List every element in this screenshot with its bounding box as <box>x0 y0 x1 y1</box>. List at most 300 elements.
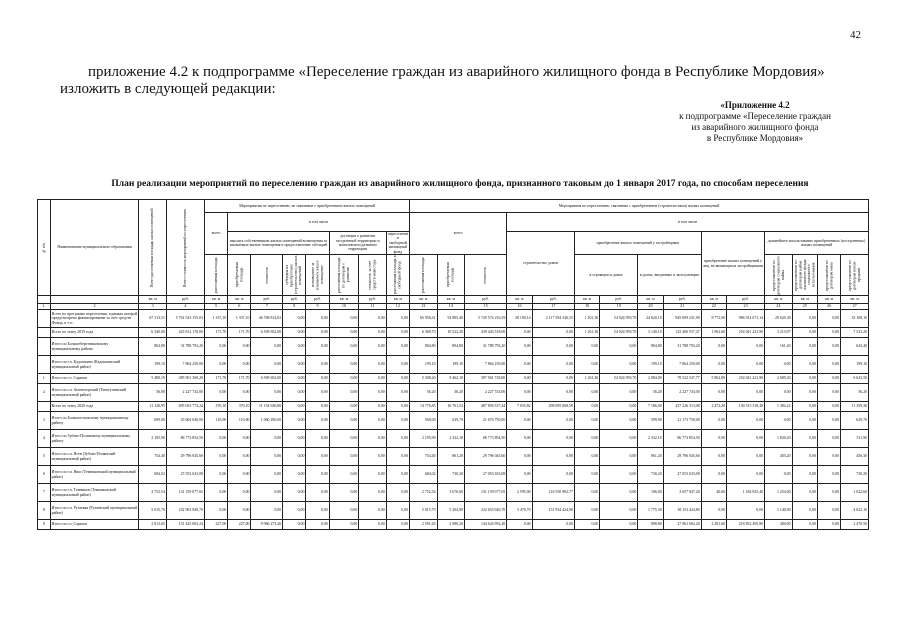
table-cell: 0,00 <box>574 338 599 356</box>
table-cell: 0,00 <box>701 356 726 374</box>
table-cell: 0,00 <box>359 338 386 356</box>
table-cell: 0,00 <box>306 448 329 466</box>
table-cell: 0,00 <box>574 430 599 448</box>
table-cell: 0,00 <box>251 448 283 466</box>
unit-cell: кв. м <box>386 296 409 304</box>
unit-cell <box>38 296 51 304</box>
unit-cell: кв. м <box>817 296 840 304</box>
table-cell: 0,00 <box>204 466 227 484</box>
appendix-line: в Республике Мордовия» <box>706 133 804 143</box>
table-cell: 861,20 <box>638 448 663 466</box>
row-municipality: Всего по этапу 2019 года <box>50 328 139 338</box>
column-number: 24 <box>765 304 792 310</box>
table-cell: 2 195,90 <box>139 430 166 448</box>
table-cell: 0,00 <box>251 484 283 502</box>
appendix-line: из аварийного жилищного фонда <box>691 122 819 132</box>
table-cell: 28 190,14 <box>507 310 532 328</box>
table-cell: 0,00 <box>359 448 386 466</box>
table-cell: 0,00 <box>765 466 792 484</box>
unit-cell: руб. <box>465 296 507 304</box>
table-cell: 0,00 <box>306 466 329 484</box>
column-number: 6 <box>228 304 251 310</box>
table-row <box>38 430 869 448</box>
table-cell: 684,02 <box>139 466 166 484</box>
table-cell: 0,00 <box>532 520 574 530</box>
unit-cell: руб. <box>663 296 701 304</box>
table-cell: 0,00 <box>727 502 765 520</box>
table-cell: 0,00 <box>765 356 792 374</box>
table-cell: 0,00 <box>228 484 251 502</box>
table-cell: 0,00 <box>204 338 227 356</box>
table-cell: 0,00 <box>386 502 409 520</box>
table-cell: 1 261,30 <box>574 328 599 338</box>
table-cell: 754,40 <box>139 448 166 466</box>
table-row <box>38 338 869 356</box>
table-cell: 7 864 250,00 <box>465 356 507 374</box>
column-number: 14 <box>437 304 464 310</box>
plan-table <box>37 199 869 530</box>
table-cell: 1 820,20 <box>765 430 792 448</box>
table-cell: 29 620,30 <box>765 310 792 328</box>
table-cell: 0,00 <box>792 430 817 448</box>
table-cell: 3 213,97 <box>765 328 792 338</box>
table-cell: 0,00 <box>386 520 409 530</box>
table-cell: 0,00 <box>283 310 306 328</box>
table-cell: 0,00 <box>228 502 251 520</box>
table-cell: 425 812 170,00 <box>166 328 204 338</box>
table-cell: 0,00 <box>306 374 329 384</box>
table-cell: 629,70 <box>841 412 869 430</box>
table-cell: 257 226 313,08 <box>663 402 701 412</box>
table-cell: 54 924 959,70 <box>600 310 638 328</box>
table-cell: 0,00 <box>329 412 359 430</box>
table-cell: 33 108,10 <box>841 310 869 328</box>
table-cell: 0,00 <box>792 448 817 466</box>
table-cell: 495 053 774,24 <box>166 402 204 412</box>
table-cell: 56,20 <box>841 384 869 402</box>
table-cell: 0,00 <box>817 328 840 338</box>
table-cell: 0,00 <box>574 502 599 520</box>
table-cell: 199,10 <box>638 356 663 374</box>
table-cell: 804,80 <box>410 338 437 356</box>
header-col24: предоставление по договорам социального найма <box>765 255 792 296</box>
column-number: 22 <box>701 304 726 310</box>
table-cell: 2 291,60 <box>701 520 726 530</box>
table-cell: 0,00 <box>792 502 817 520</box>
table-cell: 0,00 <box>329 338 359 356</box>
table-cell: 0,00 <box>204 356 227 374</box>
table-cell: 0,00 <box>329 402 359 412</box>
table-cell: 144 624 992,20 <box>465 520 507 530</box>
table-row <box>38 374 869 384</box>
table-cell: 0,00 <box>600 484 638 502</box>
table-cell: 6 368,70 <box>410 328 437 338</box>
header-b-sub1: строительство домов <box>507 232 575 296</box>
table-cell: 0,00 <box>306 412 329 430</box>
row-municipality: Итого по г.п. Рузаевка (Рузаевский муниципальный район) <box>50 502 139 520</box>
table-cell: 0,00 <box>283 402 306 412</box>
header-col7: стоимость <box>251 255 283 296</box>
table-cell: 0,00 <box>204 502 227 520</box>
row-municipality: Итого по г.о. Саранск <box>50 374 139 384</box>
column-number: 11 <box>359 304 386 310</box>
table-cell: 125 406 557,47 <box>663 328 701 338</box>
table-cell: 0,00 <box>507 384 532 402</box>
table-cell: 0,00 <box>792 484 817 502</box>
table-cell: 0,00 <box>600 430 638 448</box>
table-row <box>38 412 869 430</box>
table-cell: 0,00 <box>204 484 227 502</box>
table-cell: 0,00 <box>817 430 840 448</box>
table-cell: 56,00 <box>139 384 166 402</box>
table-cell: 40,60 <box>701 484 726 502</box>
table-cell: 46 768 814,02 <box>251 310 283 328</box>
table-cell: 0,00 <box>701 448 726 466</box>
table-cell: 86 773 854,50 <box>166 430 204 448</box>
table-cell: 0,00 <box>507 356 532 374</box>
table-cell: 0,00 <box>359 502 386 520</box>
table-cell: 199,10 <box>841 356 869 374</box>
table-cell: 2 752,54 <box>410 484 437 502</box>
table-cell: 2 227 743,00 <box>465 384 507 402</box>
table-cell: 0,00 <box>306 502 329 520</box>
table-cell: 0,00 <box>283 502 306 520</box>
table-cell: 67 313,51 <box>139 310 166 328</box>
table-cell: 131 159 077,65 <box>166 484 204 502</box>
column-number: 13 <box>410 304 437 310</box>
table-cell: 1 261,30 <box>574 374 599 384</box>
table-cell: 1 060 290,00 <box>251 412 283 430</box>
column-number: 16 <box>507 304 532 310</box>
table-cell: 0,00 <box>306 402 329 412</box>
column-number: 1 <box>38 304 51 310</box>
column-number: 27 <box>841 304 869 310</box>
row-number: 4 <box>38 430 51 448</box>
unit-cell: кв. м <box>841 296 869 304</box>
table-cell: 31 788 793,20 <box>166 338 204 356</box>
table-cell: 0,00 <box>574 520 599 530</box>
table-cell: 11 120,95 <box>139 402 166 412</box>
header-col15: стоимость <box>465 255 507 296</box>
table-cell: 0,00 <box>507 448 532 466</box>
table-cell: 439 443 518,00 <box>465 328 507 338</box>
table-row <box>38 466 869 484</box>
table-cell: 0,00 <box>228 448 251 466</box>
row-municipality: Итого по Зубово-Полянскому муниципальному району <box>50 430 139 448</box>
table-cell: 9 462,10 <box>437 374 464 384</box>
table-cell: 6 509 652,00 <box>251 374 283 384</box>
table-cell: 254 041 221,90 <box>727 374 765 384</box>
column-number: 3 <box>139 304 166 310</box>
table-cell: 0,00 <box>792 338 817 356</box>
column-number: 8 <box>283 304 306 310</box>
table-cell: 16 761,52 <box>437 402 464 412</box>
table-cell: 65 958,41 <box>410 310 437 328</box>
table-row <box>38 328 869 338</box>
unit-cell: кв. м <box>765 296 792 304</box>
table-cell: 0,00 <box>329 502 359 520</box>
table-cell: 0,00 <box>727 356 765 374</box>
table-cell: 232 903 940,70 <box>166 502 204 520</box>
header-col25: предоставление по договорам найма жилищного фонда социального использования <box>792 255 817 296</box>
table-cell: 0,00 <box>386 384 409 402</box>
table-cell: 151 425 003,24 <box>166 520 204 530</box>
table-cell: 0,00 <box>329 520 359 530</box>
unit-cell: кв. м <box>701 296 726 304</box>
table-cell: 227,00 <box>228 520 251 530</box>
table-cell: 0,00 <box>359 466 386 484</box>
table-cell: 0,00 <box>532 328 574 338</box>
table-cell: 0,00 <box>532 466 574 484</box>
table-cell: 400,00 <box>765 520 792 530</box>
table-cell: 9 966 273,26 <box>251 520 283 530</box>
table-cell: 2 685,30 <box>765 374 792 384</box>
table-cell: 0,00 <box>792 328 817 338</box>
row-municipality: Итого по Большеелховскому муниципальному району <box>50 412 139 430</box>
table-cell: 0,00 <box>329 430 359 448</box>
table-cell: 5 480,10 <box>139 374 166 384</box>
table-cell: 3 140,10 <box>638 328 663 338</box>
table-cell: 0,00 <box>532 374 574 384</box>
table-cell: 0,00 <box>359 310 386 328</box>
table-cell: 0,00 <box>600 520 638 530</box>
header-group-b: Мероприятия по переселению, связанные с приобретением (строительством) жилых помещений <box>410 200 869 213</box>
table-title: План реализации мероприятий по переселению граждан из аварийного жилищного фонда, признанного таковым до 1 января 2017 года, по способам переселения <box>111 179 809 189</box>
unit-cell: руб. <box>283 296 306 304</box>
table-cell: 0,00 <box>306 484 329 502</box>
appendix-line: к подпрограмме «Переселение граждан <box>679 111 831 121</box>
table-cell: 254 041 221,90 <box>727 328 765 338</box>
table-cell: 92 885,40 <box>437 310 464 328</box>
header-b-sub3: приобретение жилых помещений у лиц, не являющихся застройщиками <box>701 232 764 296</box>
table-cell: 0,00 <box>306 310 329 328</box>
table-cell: 110,00 <box>228 412 251 430</box>
row-municipality: Всего по этапу 2020 года <box>50 402 139 412</box>
header-group-a: Мероприятия по переселению, не связанные с приобретением жилых помещений <box>204 200 409 213</box>
table-cell: 0,00 <box>532 412 574 430</box>
table-cell: 0,00 <box>204 384 227 402</box>
row-number: 3 <box>38 412 51 430</box>
column-number: 20 <box>638 304 663 310</box>
table-cell: 0,00 <box>792 374 817 384</box>
header-b-sub2: приобретение жилых помещений у застройщиков <box>574 232 701 255</box>
table-cell: 6 623,50 <box>841 374 869 384</box>
table-cell: 0,00 <box>306 328 329 338</box>
table-cell: 6 509 652,00 <box>251 328 283 338</box>
table-cell: 161,40 <box>765 338 792 356</box>
table-cell: 0,00 <box>701 502 726 520</box>
table-cell: 0,00 <box>283 430 306 448</box>
column-number: 9 <box>306 304 329 310</box>
table-row <box>38 310 869 328</box>
header-col11: стоимость за счет средств инвестора <box>359 255 386 296</box>
table-cell: 0,00 <box>251 430 283 448</box>
table-cell: 0,00 <box>727 448 765 466</box>
table-cell: 569,00 <box>410 412 437 430</box>
column-number: 2 <box>50 304 139 310</box>
table-cell: 0,00 <box>507 338 532 356</box>
table-cell: 1 337,10 <box>204 310 227 328</box>
table-cell: 0,00 <box>386 356 409 374</box>
table-cell: 1 201,30 <box>574 310 599 328</box>
header-a-sub2: договоры о развитии застроенной территории и комплексном развитии территории <box>329 232 386 255</box>
table-cell: 0,00 <box>574 448 599 466</box>
table-cell: 0,00 <box>792 356 817 374</box>
row-number: 2 <box>38 384 51 402</box>
table-cell: 0,00 <box>817 384 840 402</box>
unit-cell: кв. м <box>329 296 359 304</box>
table-cell: 0,00 <box>817 374 840 384</box>
table-row <box>38 384 869 402</box>
table-cell: 1 962,60 <box>701 328 726 338</box>
table-cell: 0,00 <box>329 448 359 466</box>
table-cell: 0,00 <box>727 412 765 430</box>
column-number: 25 <box>792 304 817 310</box>
table-cell: 898,80 <box>638 520 663 530</box>
page-number: 42 <box>850 29 861 41</box>
table-cell: 0,00 <box>228 384 251 402</box>
table-cell: 1 184 825,40 <box>727 484 765 502</box>
table-cell: 684,02 <box>410 466 437 484</box>
table-cell: 0,00 <box>574 402 599 412</box>
header-col6: приобретаемая площадь <box>228 255 251 296</box>
table-cell: 5 015,70 <box>139 502 166 520</box>
header-col13: расселяемая площадь <box>410 255 437 296</box>
row-municipality: Итого по г.п. Явас (Темниковский муниципальный район) <box>50 466 139 484</box>
header-cost: Всего стоимость мероприятий по переселению <box>166 200 204 296</box>
table-cell: 0,00 <box>329 328 359 338</box>
table-cell: 0,00 <box>386 338 409 356</box>
header-col14: приобретаемая площадь <box>437 255 464 296</box>
table-cell: 2 752,54 <box>139 484 166 502</box>
table-cell: 0,00 <box>792 310 817 328</box>
unit-cell: кв. м <box>410 296 437 304</box>
intro-paragraph: приложение 4.2 к подпрограмме «Переселение граждан из аварийного жилищного фонда в Республике Мордовия» изложить в следующей редакции: <box>60 64 825 97</box>
table-cell: 6 540,00 <box>139 328 166 338</box>
header-b-sub2b: в домах, введенных в эксплуатацию <box>638 255 701 296</box>
row-municipality: Всего по программе переселения, в рамках которой предусмотрено финансирование за счет средств Фонда, в т.ч.: <box>50 310 139 328</box>
table-cell: 0,00 <box>507 412 532 430</box>
table-cell: 0,00 <box>204 448 227 466</box>
table-cell: 171,70 <box>228 374 251 384</box>
table-cell: 86 773 854,50 <box>465 430 507 448</box>
table-cell: 227,00 <box>204 520 227 530</box>
table-cell: 385 901 369,20 <box>166 374 204 384</box>
table-cell: 0,00 <box>251 466 283 484</box>
table-cell: 38 153 424,80 <box>663 502 701 520</box>
table-cell: 945 009 231,90 <box>663 310 701 328</box>
plan-table-container <box>37 199 869 624</box>
row-number: 9 <box>38 520 51 530</box>
column-number: 10 <box>329 304 359 310</box>
table-cell: 56,20 <box>410 384 437 402</box>
row-number: 5 <box>38 448 51 466</box>
table-cell: 0,00 <box>228 430 251 448</box>
unit-cell <box>50 296 139 304</box>
table-cell: 643,40 <box>841 338 869 356</box>
table-cell: 1 337,10 <box>228 310 251 328</box>
header-b-sub4: дальнейшее использование приобретенных (построенных) жилых помещений <box>765 232 869 255</box>
table-cell: 5 962,80 <box>701 374 726 384</box>
table-cell: 7 864 250,00 <box>663 356 701 374</box>
table-row <box>38 520 869 530</box>
header-col26: предоставление по договорам мены <box>817 255 840 296</box>
table-cell: 0,00 <box>574 466 599 484</box>
table-cell: 0,00 <box>386 430 409 448</box>
table-cell: 0,00 <box>792 466 817 484</box>
table-cell: 0,00 <box>792 412 817 430</box>
table-cell: 370,10 <box>204 402 227 412</box>
table-cell: 0,00 <box>228 466 251 484</box>
table-cell: 0,00 <box>386 328 409 338</box>
table-cell: 0,00 <box>600 402 638 412</box>
table-cell: 0,00 <box>532 384 574 402</box>
table-cell: 0,00 <box>817 502 840 520</box>
unit-cell: руб. <box>532 296 574 304</box>
table-cell: 0,00 <box>600 384 638 402</box>
table-cell: 730,20 <box>638 466 663 484</box>
table-cell: 0,00 <box>329 466 359 484</box>
table-cell: 0,00 <box>727 466 765 484</box>
table-cell: 0,00 <box>532 448 574 466</box>
table-cell: 0,00 <box>359 384 386 402</box>
table-cell: 0,00 <box>727 430 765 448</box>
table-cell: 1 022,60 <box>841 484 869 502</box>
unit-cell: кв. м <box>228 296 251 304</box>
table-cell: 7 864 250,00 <box>166 356 204 374</box>
table-cell: 0,00 <box>765 384 792 402</box>
header-col10: расселяемая площадь по договорам о развитии <box>329 255 359 296</box>
table-cell: 29 796 045,60 <box>465 448 507 466</box>
table-cell: 0,00 <box>701 430 726 448</box>
table-cell: 0,00 <box>532 430 574 448</box>
unit-cell: руб. <box>600 296 638 304</box>
table-cell: 0,00 <box>817 466 840 484</box>
table-cell: 106,00 <box>638 484 663 502</box>
table-row <box>38 356 869 374</box>
table-cell: 804,80 <box>638 338 663 356</box>
row-number: 8 <box>38 502 51 520</box>
table-cell: 754,40 <box>410 448 437 466</box>
unit-cell: кв. м <box>139 296 166 304</box>
row-municipality: Итого по г.п. Темников (Темниковский муниципальный район) <box>50 484 139 502</box>
column-number: 7 <box>251 304 283 310</box>
table-cell: 0,00 <box>792 402 817 412</box>
table-cell: 27 053 633,08 <box>465 466 507 484</box>
table-cell: 27 053 633,08 <box>166 466 204 484</box>
table-cell: 0,00 <box>283 448 306 466</box>
unit-cell: руб. <box>727 296 765 304</box>
table-cell: 0,00 <box>817 356 840 374</box>
table-cell: 298 095 068,58 <box>532 402 574 412</box>
table-cell: 0,00 <box>386 402 409 412</box>
table-row <box>38 448 869 466</box>
table-cell: 5 204,90 <box>437 502 464 520</box>
table-cell: 397 561 728,00 <box>465 374 507 384</box>
table-row <box>38 402 869 412</box>
unit-cell: кв. м <box>574 296 599 304</box>
table-cell: 2 591,65 <box>410 520 437 530</box>
table-cell: 5 702 543 155,03 <box>166 310 204 328</box>
table-cell: 0,00 <box>701 384 726 402</box>
table-body <box>38 310 869 530</box>
table-cell: 2 227 743,00 <box>663 384 701 402</box>
table-cell: 25 604 040,00 <box>166 412 204 430</box>
table-cell: 0,00 <box>359 356 386 374</box>
table-cell: 86 773 854,50 <box>663 430 701 448</box>
appendix-caption <box>640 100 870 144</box>
table-cell: 730,20 <box>437 466 464 484</box>
